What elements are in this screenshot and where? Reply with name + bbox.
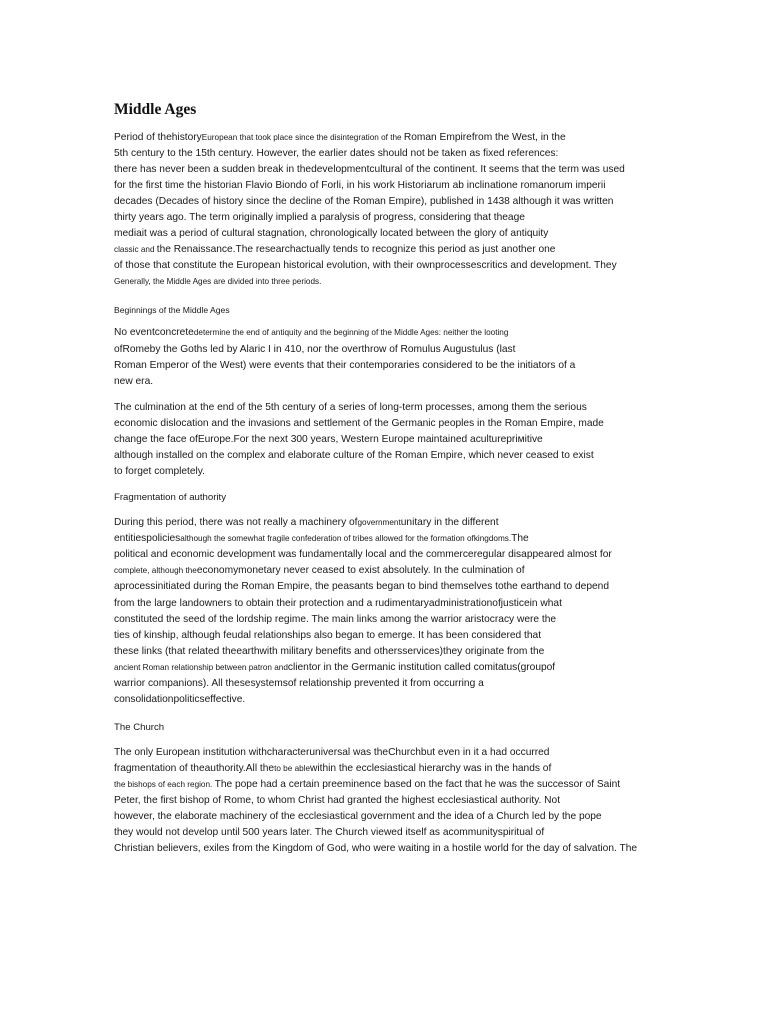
paragraph-line — [114, 613, 556, 627]
section-heading: The Church — [114, 722, 165, 733]
text-run: although the somewhat fragile confederation of tribes allowed for the formation ofkingdoms. — [180, 534, 512, 543]
paragraph-line — [114, 259, 617, 273]
text-run: ties of kinship, although feudal relationships also began to emerge. It has been considered that — [114, 630, 542, 641]
text-run: within the ecclesiastical hierarchy was in the hands of — [310, 763, 552, 774]
text-run: The pope had a certain preeminence based on the fact that he was the successor of Saint — [214, 779, 621, 790]
paragraph-line — [114, 195, 613, 209]
paragraph-line — [114, 131, 566, 145]
paragraph-line — [114, 762, 551, 776]
paragraph-line — [114, 516, 499, 530]
paragraph-line — [114, 375, 153, 389]
paragraph-line — [114, 810, 602, 824]
paragraph-line — [114, 465, 205, 479]
page-title: Middle Ages — [114, 101, 197, 118]
text-run: for the first time the historian Flavio Biondo of Forli, in his work Historiarum ab inclinatione romanorum imperii — [114, 180, 606, 191]
text-run: thirty years ago. The term originally implied a paralysis of progress, considering that theage — [114, 212, 525, 223]
text-run: there has never been a sudden break in thedevelopmentcultural of the continent. It seems that the term was used — [114, 164, 625, 175]
text-run: new era. — [114, 376, 154, 387]
paragraph-line — [114, 449, 594, 463]
text-run: to be able — [274, 764, 311, 773]
text-run: The — [511, 533, 529, 544]
paragraph-line — [114, 661, 555, 675]
text-run: Period of thehistory — [114, 132, 202, 143]
text-run: change the face ofEurope.For the next 300 years, Western Europe maintained aculturepriмitive — [114, 434, 543, 445]
text-run: classic and — [114, 245, 157, 254]
text-run: The culmination at the end of the 5th century of a series of long-term processes, among them the serious — [114, 402, 587, 413]
text-run: the bishops of each region. — [114, 780, 215, 789]
paragraph-line — [114, 326, 508, 340]
text-run: ancient Roman relationship between patron and — [114, 663, 288, 672]
text-run: During this period, there was not really a machinery of — [114, 517, 358, 528]
text-run: Christian believers, exiles from the Kingdom of God, who were waiting in a hostile world for the day of salvation. The — [114, 843, 638, 854]
paragraph-line — [114, 243, 555, 257]
section-heading: Fragmentation of authority — [114, 492, 226, 503]
text-run: economymonetary never ceased to exist absolutely. In the culmination of — [196, 565, 525, 576]
paragraph-line — [114, 693, 245, 707]
text-run: economic dislocation and the invasions and settlement of the Germanic peoples in the Roman Empire, made — [114, 418, 604, 429]
paragraph-line — [114, 532, 529, 546]
text-run: entitiespolicies — [114, 533, 181, 544]
paragraph-line — [114, 433, 543, 447]
text-run: however, the elaborate machinery of the ecclesiastical government and the idea of a Church led by the pope — [114, 811, 602, 822]
paragraph-line — [114, 147, 558, 161]
paragraph-line — [114, 778, 620, 792]
paragraph-line — [114, 227, 548, 241]
text-run: determine the end of antiquity and the beginning of the Middle Ages: neither the looting — [193, 328, 509, 337]
paragraph-line — [114, 163, 625, 177]
text-run: The only European institution withcharacteruniversal was theChurchbut even in it a had occurred — [114, 747, 550, 758]
text-run: fragmentation of theauthority.All the — [114, 763, 275, 774]
paragraph-line — [114, 417, 604, 431]
paragraph-line — [114, 275, 321, 289]
text-run: the Renaissance.The researchactually tends to recognize this period as just another one — [156, 244, 556, 255]
text-run: although installed on the complex and elaborate culture of the Roman Empire, which never ceased to exist — [114, 450, 594, 461]
text-run: mediait was a period of cultural stagnation, chronologically located between the glory of antiquity — [114, 228, 549, 239]
text-run: to forget completely. — [114, 466, 205, 477]
text-run: unitary in the different — [400, 517, 499, 528]
text-run: aprocessinitiated during the Roman Empire, the peasants began to bind themselves tothe earthand to depend — [114, 581, 609, 592]
text-run: complete, although the — [114, 566, 197, 575]
paragraph-line — [114, 826, 544, 840]
paragraph-line — [114, 211, 525, 225]
paragraph-line — [114, 179, 605, 193]
paragraph-line — [114, 564, 525, 578]
text-run: decades (Decades of history since the decline of the Roman Empire), published in 1438 although it was written — [114, 196, 614, 207]
paragraph-line — [114, 794, 560, 808]
text-run: ofRomeby the Goths led by Alaric I in 410, nor the overthrow of Romulus Augustulus (last — [114, 344, 516, 355]
text-run: 5th century to the 15th century. However, the earlier dates should not be taken as fixed references: — [114, 148, 559, 159]
text-run: these links (that related theearthwith military benefits and othersservices)they originate from the — [114, 646, 545, 657]
section-heading: Beginnings of the Middle Ages — [114, 305, 230, 315]
text-run: consolidationpoliticseffective. — [114, 694, 246, 705]
paragraph-line — [114, 842, 637, 856]
text-run: clientor in the Germanic institution called comitatus(groupof — [287, 662, 556, 673]
text-run: they would not develop until 500 years later. The Church viewed itself as acommunityspiritual of — [114, 827, 545, 838]
text-run: of those that constitute the European historical evolution, with their ownprocessescritics and development. They — [114, 260, 617, 271]
text-run: Roman Empirefrom the West, in the — [403, 132, 566, 143]
paragraph-line — [114, 645, 544, 659]
paragraph-line — [114, 629, 541, 643]
paragraph-line — [114, 343, 515, 357]
paragraph-line — [114, 580, 609, 594]
text-run: European that took place since the disintegration of the — [201, 133, 404, 142]
paragraph-line — [114, 677, 484, 691]
text-run: warrior companions). All thesesystemsof relationship prevented it from occurring a — [114, 678, 484, 689]
text-run: constituted the seed of the lordship regime. The main links among the warrior aristocracy were the — [114, 614, 557, 625]
text-run: government — [357, 518, 401, 527]
text-run: No eventconcrete — [114, 327, 194, 338]
paragraph-line — [114, 401, 587, 415]
paragraph-line — [114, 597, 562, 611]
text-run: Roman Emperor of the West) were events that their contemporaries considered to be the initiators of a — [114, 360, 576, 371]
text-run: from the large landowners to obtain their protection and a rudimentaryadministrationofjusticein what — [114, 598, 562, 609]
paragraph-line — [114, 746, 549, 760]
paragraph-line — [114, 359, 575, 373]
paragraph-line — [114, 548, 612, 562]
text-run: political and economic development was fundamentally local and the commerceregular disappeared almost for — [114, 549, 612, 560]
text-run: Generally, the Middle Ages are divided into three periods. — [114, 277, 322, 286]
text-run: Peter, the first bishop of Rome, to whom Christ had granted the highest ecclesiastical authority. Not — [114, 795, 561, 806]
